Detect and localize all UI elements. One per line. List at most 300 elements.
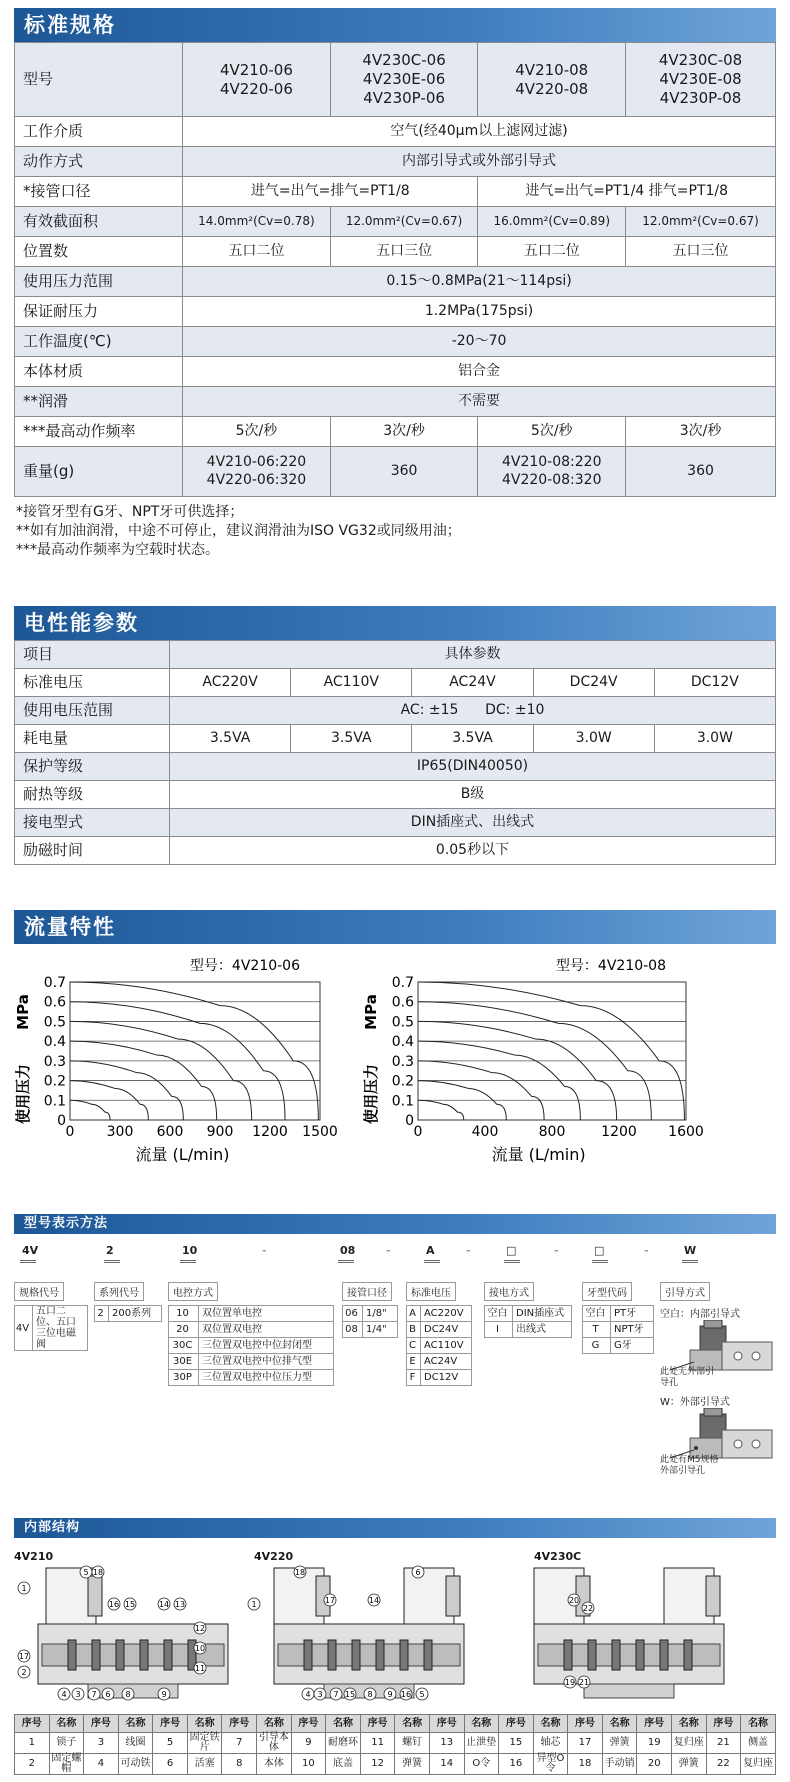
parts-head-no: 序号	[568, 1715, 603, 1733]
flow-section	[14, 910, 776, 1210]
y-tick-label: 0.6	[391, 994, 414, 1011]
code-group-pilot	[660, 1282, 776, 1477]
elec-row-value: B级	[170, 781, 776, 809]
row-value: 五口三位	[330, 237, 478, 267]
row-value: 12.0mm²(Cv=0.67)	[330, 207, 478, 237]
part-no: 2	[15, 1754, 50, 1775]
code-key: 2	[95, 1306, 109, 1322]
code-desc: 双位置双电控	[199, 1322, 334, 1338]
chart-title: 型号：4V210-08	[555, 958, 666, 974]
pilot-w: W：外部引导式	[660, 1397, 730, 1408]
voltage-value: DC24V	[533, 669, 654, 697]
part-no: 7	[222, 1733, 257, 1754]
part-name: 异型O令	[533, 1754, 568, 1775]
part-no: 18	[568, 1754, 603, 1775]
row-label: ***最高动作频率	[15, 417, 183, 447]
code-desc: 200系列	[109, 1306, 162, 1322]
valve-seal	[400, 1640, 408, 1670]
part-name: 耐磨环	[326, 1733, 361, 1754]
part-name: 底盖	[326, 1754, 361, 1775]
part-callout-number: 15	[124, 1600, 136, 1609]
parts-head-no: 序号	[153, 1715, 188, 1733]
part-callout-number: 14	[158, 1600, 170, 1609]
row-value: 4V210-08:220 4V220-08:320	[478, 447, 626, 497]
y-tick-label: 0.2	[43, 1073, 66, 1090]
part-callout-number: 9	[387, 1690, 393, 1699]
y-tick-label: 0.7	[43, 975, 66, 991]
flow-curve	[70, 1061, 183, 1120]
part-callout-number: 6	[415, 1568, 421, 1577]
row-label: **润滑	[15, 387, 183, 417]
diagram-label-4v230c: 4V230C	[534, 1550, 582, 1563]
row-value: 五口二位	[183, 237, 331, 267]
code-title: 接电方式	[484, 1282, 534, 1301]
valve-seal	[424, 1640, 432, 1670]
valve-seal	[660, 1640, 668, 1670]
row-value: 1.2MPa(175psi)	[183, 297, 776, 327]
structure-diagrams	[14, 1564, 776, 1710]
code-group-series	[14, 1282, 88, 1351]
code-title: 引导方式	[660, 1282, 710, 1301]
part-no: 21	[706, 1733, 741, 1754]
x-tick-label: 0	[413, 1124, 423, 1140]
code-separator: -	[644, 1244, 649, 1257]
row-label: 本体材质	[15, 357, 183, 387]
parts-head-no: 序号	[360, 1715, 395, 1733]
row-value: 内部引导式或外部引导式	[183, 147, 776, 177]
code-desc: 双位置单电控	[199, 1306, 334, 1322]
code-table	[94, 1305, 162, 1322]
code-key: 30C	[169, 1338, 199, 1354]
part-callout-number: 10	[194, 1644, 206, 1653]
row-label: 位置数	[15, 237, 183, 267]
code-desc: 三位置双电控中位排气型	[199, 1354, 334, 1370]
structure-section	[14, 1518, 776, 1778]
range-label: 使用电压范围	[15, 697, 170, 725]
code-key: B	[407, 1322, 421, 1338]
elec-section	[14, 606, 776, 865]
code-separator: -	[554, 1244, 559, 1257]
part-name: 活塞	[187, 1754, 222, 1775]
pilot-w-note: 此处有M5规格外部引导孔	[660, 1455, 719, 1476]
elec-row-value: IP65(DIN40050)	[170, 753, 776, 781]
code-desc: 三位置双电控中位封闭型	[199, 1338, 334, 1354]
parts-head-row	[15, 1715, 776, 1733]
code-key: C	[407, 1338, 421, 1354]
flow-curve	[418, 982, 684, 1120]
code-group-thread	[582, 1282, 654, 1354]
spec-section	[14, 8, 776, 560]
y-tick-label: 0.6	[43, 994, 66, 1011]
parts-head-name: 名称	[257, 1715, 292, 1733]
code-desc: 三位置双电控中位压力型	[199, 1370, 334, 1386]
voltage-value: AC110V	[291, 669, 412, 697]
code-desc: 出线式	[513, 1322, 572, 1338]
part-no: 9	[291, 1733, 326, 1754]
part-callout-number: 22	[582, 1604, 594, 1613]
parts-head-name: 名称	[187, 1715, 222, 1733]
valve-seal	[564, 1640, 572, 1670]
code-key: 30E	[169, 1354, 199, 1370]
code-section	[14, 1214, 776, 1514]
parts-head-name: 名称	[671, 1715, 706, 1733]
y-axis-unit: MPa	[362, 994, 380, 1030]
part-name: 止泄垫	[464, 1733, 499, 1754]
x-tick-label: 900	[206, 1124, 234, 1140]
valve-seal	[140, 1640, 148, 1670]
y-tick-label: 0.3	[391, 1053, 414, 1070]
power-label: 耗电量	[15, 725, 170, 753]
part-no: 14	[429, 1754, 464, 1775]
code-table	[406, 1305, 472, 1386]
part-no: 12	[360, 1754, 395, 1775]
code-group-conn	[484, 1282, 572, 1338]
code-separator: -	[386, 1244, 391, 1257]
power-value: 3.0W	[533, 725, 654, 753]
part-no: 10	[291, 1754, 326, 1775]
flow-charts	[14, 946, 776, 1208]
parts-head-no: 序号	[499, 1715, 534, 1733]
elec-row-label: 励磁时间	[15, 837, 170, 865]
part-callout-number: 16	[400, 1690, 412, 1699]
x-tick-label: 1200	[252, 1124, 288, 1140]
row-value: 铝合金	[183, 357, 776, 387]
part-callout-number: 18	[294, 1568, 306, 1577]
y-axis-unit: MPa	[14, 994, 32, 1030]
code-key: 4V	[15, 1306, 33, 1351]
part-callout-number: 8	[125, 1690, 131, 1699]
chart-title: 型号：4V210-06	[189, 958, 300, 974]
parts-head-name: 名称	[741, 1715, 776, 1733]
code-part: W	[684, 1244, 697, 1257]
code-underline	[504, 1260, 520, 1263]
part-name: 引导本体	[257, 1733, 292, 1754]
code-key: 空白	[485, 1306, 513, 1322]
code-table	[484, 1305, 572, 1338]
parts-row	[15, 1754, 776, 1775]
x-tick-label: 400	[471, 1124, 499, 1140]
code-part: □	[506, 1244, 517, 1257]
valve-base	[584, 1684, 674, 1698]
part-callout-number: 3	[75, 1690, 81, 1699]
code-underline	[338, 1260, 354, 1263]
code-desc: PT牙	[611, 1306, 654, 1322]
flow-curve	[70, 1100, 110, 1120]
part-name: 复归座	[671, 1733, 706, 1754]
parts-head-no: 序号	[222, 1715, 257, 1733]
code-desc: AC24V	[421, 1354, 472, 1370]
code-part: 10	[182, 1244, 198, 1257]
parts-head-name: 名称	[118, 1715, 153, 1733]
part-name: 锁子	[49, 1733, 84, 1754]
valve-seal	[68, 1640, 76, 1670]
parts-head-name: 名称	[602, 1715, 637, 1733]
code-title: 系列代号	[94, 1282, 144, 1301]
parts-table	[14, 1714, 776, 1775]
parts-head-name: 名称	[326, 1715, 361, 1733]
part-callout-number: 5	[83, 1568, 89, 1577]
code-desc: G牙	[611, 1338, 654, 1354]
part-callout-number: 21	[578, 1678, 590, 1687]
part-no: 1	[15, 1733, 50, 1754]
y-tick-label: 0	[405, 1113, 414, 1129]
row-label: 工作温度(℃)	[15, 327, 183, 357]
code-title: 接管口径	[342, 1282, 392, 1301]
code-key: 06	[343, 1306, 363, 1322]
part-name: O令	[464, 1754, 499, 1775]
code-underline	[424, 1260, 440, 1263]
elec-row-value: DIN插座式、出线式	[170, 809, 776, 837]
row-label: 保证耐压力	[15, 297, 183, 327]
note: *接管牙型有G牙、NPT牙可供选择；	[16, 504, 244, 520]
part-callout-number: 15	[344, 1690, 356, 1699]
part-no: 20	[637, 1754, 672, 1775]
elec-row-label: 保护等级	[15, 753, 170, 781]
row-value: 360	[626, 447, 776, 497]
part-callout-number: 16	[108, 1600, 120, 1609]
row-label: 有效截面积	[15, 207, 183, 237]
note: ***最高动作频率为空载时状态。	[16, 542, 219, 558]
code-group-control	[168, 1282, 334, 1386]
code-key: G	[583, 1338, 611, 1354]
range-value: AC: ±15 DC: ±10	[170, 697, 776, 725]
valve-seal	[116, 1640, 124, 1670]
part-no: 6	[153, 1754, 188, 1775]
code-part: □	[594, 1244, 605, 1257]
code-key: T	[583, 1322, 611, 1338]
row-label: *接管口径	[15, 177, 183, 207]
y-tick-label: 0.3	[43, 1053, 66, 1070]
elec-row-label: 接电型式	[15, 809, 170, 837]
y-tick-label: 0.5	[43, 1014, 66, 1031]
part-no: 3	[84, 1733, 119, 1754]
code-underline	[20, 1260, 36, 1263]
part-name: 复归座	[741, 1754, 776, 1775]
row-value: 不需要	[183, 387, 776, 417]
y-axis-label: 使用压力	[362, 1063, 380, 1125]
model-text: 4V230C-08 4V230E-08 4V230P-08	[658, 51, 743, 107]
row-value: -20～70	[183, 327, 776, 357]
model-text: 4V230C-06 4V230E-06 4V230P-06	[362, 51, 446, 107]
parts-head-no: 序号	[15, 1715, 50, 1733]
note: **如有加油润滑，中途不可停止，建议润滑油为ISO VG32或同级用油；	[16, 523, 461, 539]
part-no: 13	[429, 1733, 464, 1754]
valve-seal	[328, 1640, 336, 1670]
row-value: 360	[330, 447, 478, 497]
valve-seal	[684, 1640, 692, 1670]
power-value: 3.5VA	[170, 725, 291, 753]
y-tick-label: 0	[57, 1113, 66, 1129]
diagram-label-4v210: 4V210	[14, 1550, 54, 1563]
valve-seal	[304, 1640, 312, 1670]
part-no: 19	[637, 1733, 672, 1754]
power-value: 3.5VA	[412, 725, 533, 753]
code-group-seriesno	[94, 1282, 162, 1322]
code-title: 规格代号	[14, 1282, 64, 1301]
code-desc: DC12V	[421, 1370, 472, 1386]
code-table	[342, 1305, 398, 1338]
flow-curve	[418, 1061, 544, 1120]
part-callout-number: 7	[333, 1690, 339, 1699]
parts-head-no: 序号	[706, 1715, 741, 1733]
elec-row-value: 0.05秒以下	[170, 837, 776, 865]
parts-head-name: 名称	[395, 1715, 430, 1733]
code-underline	[682, 1260, 698, 1263]
parts-head-name: 名称	[464, 1715, 499, 1733]
elec-head-label: 项目	[15, 641, 170, 669]
parts-head-name: 名称	[533, 1715, 568, 1733]
code-key: E	[407, 1354, 421, 1370]
part-name: 轴芯	[533, 1733, 568, 1754]
y-axis-label: 使用压力	[14, 1063, 32, 1125]
diagram-label-4v220: 4V220	[254, 1550, 294, 1563]
model-label: 型号	[15, 43, 183, 117]
code-title: 标准电压	[406, 1282, 456, 1301]
voltage-value: AC220V	[170, 669, 291, 697]
row-value: 3次/秒	[330, 417, 478, 447]
part-callout-number: 18	[92, 1568, 104, 1577]
row-value: 12.0mm²(Cv=0.67)	[626, 207, 776, 237]
part-callout-number: 19	[564, 1678, 576, 1687]
part-callout-number: 14	[368, 1596, 380, 1605]
code-separator: -	[262, 1244, 267, 1257]
code-key: 空白	[583, 1306, 611, 1322]
parts-head-no: 序号	[291, 1715, 326, 1733]
part-callout-number: 17	[18, 1652, 30, 1661]
model-cell	[183, 43, 331, 117]
part-callout-number: 12	[194, 1624, 206, 1633]
part-name: 螺钉	[395, 1733, 430, 1754]
pilot-blank-note: 此处无外部引导孔	[660, 1367, 715, 1388]
code-header: 型号表示方法	[14, 1214, 776, 1234]
voltage-value: DC12V	[654, 669, 775, 697]
part-callout-number: 4	[61, 1690, 67, 1699]
y-tick-label: 0.5	[391, 1014, 414, 1031]
part-no: 8	[222, 1754, 257, 1775]
spec-table	[14, 42, 776, 497]
code-separator: -	[466, 1244, 471, 1257]
row-label: 重量(g)	[15, 447, 183, 497]
code-desc: 五口二位、五口三位电磁阀	[33, 1306, 88, 1351]
part-name: 线圈	[118, 1733, 153, 1754]
part-callout-number: 20	[568, 1596, 580, 1605]
part-no: 16	[499, 1754, 534, 1775]
x-axis-label: 流量 (L/min)	[491, 1145, 586, 1164]
x-tick-label: 1200	[601, 1124, 637, 1140]
valve-seal	[92, 1640, 100, 1670]
elec-head-value: 具体参数	[170, 641, 776, 669]
x-tick-label: 300	[106, 1124, 134, 1140]
valve-seal	[588, 1640, 596, 1670]
row-value: 3次/秒	[626, 417, 776, 447]
part-callout-number: 4	[305, 1690, 311, 1699]
part-callout-number: 7	[91, 1690, 97, 1699]
code-underline	[104, 1260, 120, 1263]
row-label: 工作介质	[15, 117, 183, 147]
power-value: 3.0W	[654, 725, 775, 753]
code-key: 10	[169, 1306, 199, 1322]
row-value: 5次/秒	[183, 417, 331, 447]
elec-row-label: 耐热等级	[15, 781, 170, 809]
part-no: 4	[84, 1754, 119, 1775]
parts-head-no: 序号	[429, 1715, 464, 1733]
code-group-voltage	[406, 1282, 472, 1386]
code-table	[14, 1305, 88, 1351]
x-tick-label: 600	[156, 1124, 184, 1140]
part-name: 固定铁片	[187, 1733, 222, 1754]
elec-table	[14, 640, 776, 865]
flow-header: 流量特性	[14, 910, 776, 944]
row-value: 5次/秒	[478, 417, 626, 447]
valve-seal	[636, 1640, 644, 1670]
row-value: 16.0mm²(Cv=0.89)	[478, 207, 626, 237]
code-key: A	[407, 1306, 421, 1322]
y-tick-label: 0.1	[43, 1093, 66, 1110]
part-name: 手动销	[602, 1754, 637, 1775]
coil-connector	[446, 1576, 460, 1616]
code-key: 30P	[169, 1370, 199, 1386]
row-value: 进气=出气=PT1/4 排气=PT1/8	[478, 177, 776, 207]
row-value: 0.15～0.8MPa(21～114psi)	[183, 267, 776, 297]
y-tick-label: 0.1	[391, 1093, 414, 1110]
part-name: 侧盖	[741, 1733, 776, 1754]
x-tick-label: 1600	[668, 1124, 704, 1140]
y-tick-label: 0.4	[43, 1034, 66, 1051]
valve-seal	[164, 1640, 172, 1670]
voltage-value: AC24V	[412, 669, 533, 697]
code-key: 20	[169, 1322, 199, 1338]
row-value: 五口二位	[478, 237, 626, 267]
part-callout-number: 8	[367, 1690, 373, 1699]
part-no: 17	[568, 1733, 603, 1754]
part-name: 本体	[257, 1754, 292, 1775]
part-callout-number: 11	[194, 1664, 206, 1673]
code-desc: AC110V	[421, 1338, 472, 1354]
y-tick-label: 0.7	[391, 975, 414, 991]
part-callout-number: 2	[21, 1668, 27, 1677]
part-name: 弹簧	[395, 1754, 430, 1775]
code-group-port	[342, 1282, 398, 1338]
y-tick-label: 0.2	[391, 1073, 414, 1090]
row-label: 动作方式	[15, 147, 183, 177]
coil-connector	[706, 1576, 720, 1616]
code-key: I	[485, 1322, 513, 1338]
code-desc: DC24V	[421, 1322, 472, 1338]
pilot-blank: 空白：内部引导式	[660, 1309, 740, 1320]
code-part: A	[426, 1244, 435, 1257]
code-underline	[180, 1260, 196, 1263]
x-tick-label: 800	[538, 1124, 566, 1140]
spec-notes	[14, 503, 776, 560]
power-value: 3.5VA	[291, 725, 412, 753]
code-key: 08	[343, 1322, 363, 1338]
part-name: 弹簧	[602, 1733, 637, 1754]
code-key: F	[407, 1370, 421, 1386]
parts-row	[15, 1733, 776, 1754]
code-title: 牙型代码	[582, 1282, 632, 1301]
part-no: 22	[706, 1754, 741, 1775]
part-callout-number: 9	[161, 1690, 167, 1699]
part-callout-number: 13	[174, 1600, 186, 1609]
part-callout-number: 5	[419, 1690, 425, 1699]
valve-seal	[612, 1640, 620, 1670]
part-name: 弹簧	[671, 1754, 706, 1775]
parts-head-name: 名称	[49, 1715, 84, 1733]
code-table	[582, 1305, 654, 1354]
parts-head-no: 序号	[84, 1715, 119, 1733]
valve-seal	[352, 1640, 360, 1670]
x-tick-label: 1500	[302, 1124, 338, 1140]
